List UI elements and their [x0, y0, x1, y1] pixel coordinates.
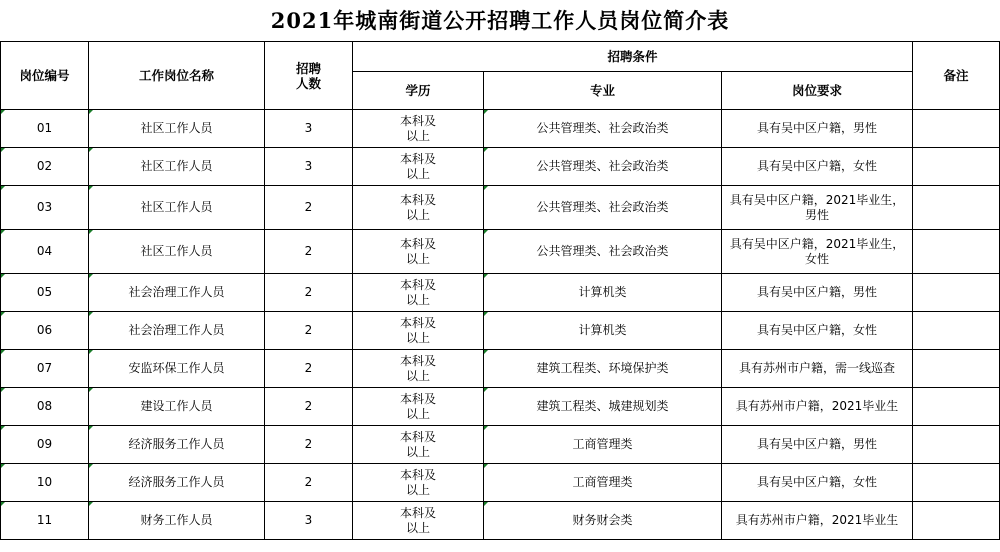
education-line2: 以上 [405, 330, 430, 345]
position-name-cell: 社区工作人员 [89, 230, 265, 274]
education-cell [353, 502, 484, 540]
position-code-cell: 08 [1, 388, 89, 426]
education-cell [353, 230, 484, 274]
education-line1: 本科及 [399, 315, 436, 330]
remark-cell [913, 110, 1000, 148]
requirement-line1: 具有吴中区户籍，2021毕业生， [729, 192, 905, 207]
table-row [1, 110, 1000, 148]
table-row [1, 148, 1000, 186]
positions-table [0, 41, 1000, 540]
position-code-cell: 05 [1, 274, 89, 312]
table-row [1, 426, 1000, 464]
requirement-line1: 具有苏州市户籍，需一线巡查 [739, 361, 896, 375]
education-line1: 本科及 [399, 429, 436, 444]
major-cell: 公共管理类、社会政治类 [484, 148, 722, 186]
position-name-cell: 社会治理工作人员 [89, 274, 265, 312]
education-line1: 本科及 [399, 467, 436, 482]
requirement-line1: 具有苏州市户籍，2021毕业生 [735, 399, 899, 413]
major-cell: 计算机类 [484, 312, 722, 350]
headcount-cell: 2 [265, 312, 353, 350]
remark-cell [913, 312, 1000, 350]
requirement-line1: 具有吴中区户籍，女性 [757, 475, 878, 489]
position-code-cell: 10 [1, 464, 89, 502]
requirement-cell [722, 148, 913, 186]
position-name-cell: 社会治理工作人员 [89, 312, 265, 350]
headcount-cell: 2 [265, 464, 353, 502]
position-name-cell: 社区工作人员 [89, 110, 265, 148]
remark-cell [913, 350, 1000, 388]
requirement-cell [722, 426, 913, 464]
major-cell: 工商管理类 [484, 426, 722, 464]
education-line1: 本科及 [399, 192, 436, 207]
education-line2: 以上 [405, 406, 430, 421]
headcount-cell: 2 [265, 388, 353, 426]
headcount-cell: 3 [265, 148, 353, 186]
major-cell: 建筑工程类、环境保护类 [484, 350, 722, 388]
headcount-cell: 2 [265, 186, 353, 230]
remark-cell [913, 274, 1000, 312]
table-row [1, 274, 1000, 312]
header-education: 学历 [353, 72, 484, 110]
header-major: 专业 [484, 72, 722, 110]
requirement-line1: 具有苏州市户籍，2021毕业生 [735, 513, 899, 527]
education-line1: 本科及 [399, 113, 436, 128]
major-cell: 公共管理类、社会政治类 [484, 230, 722, 274]
remark-cell [913, 388, 1000, 426]
position-code-cell: 11 [1, 502, 89, 540]
position-name-cell: 社区工作人员 [89, 148, 265, 186]
position-name-cell: 财务工作人员 [89, 502, 265, 540]
headcount-cell: 2 [265, 426, 353, 464]
position-name-cell: 建设工作人员 [89, 388, 265, 426]
position-name-cell: 安监环保工作人员 [89, 350, 265, 388]
headcount-cell: 3 [265, 502, 353, 540]
position-name-cell: 经济服务工作人员 [89, 426, 265, 464]
education-cell [353, 110, 484, 148]
requirement-line1: 具有吴中区户籍，男性 [757, 437, 878, 451]
headcount-cell: 2 [265, 274, 353, 312]
major-cell: 公共管理类、社会政治类 [484, 186, 722, 230]
header-headcount-line2: 人数 [295, 75, 321, 91]
remark-cell [913, 426, 1000, 464]
major-cell: 财务财会类 [484, 502, 722, 540]
requirement-cell [722, 110, 913, 148]
position-name-cell: 经济服务工作人员 [89, 464, 265, 502]
headcount-cell: 3 [265, 110, 353, 148]
position-code-cell: 09 [1, 426, 89, 464]
remark-cell [913, 148, 1000, 186]
position-code-cell: 03 [1, 186, 89, 230]
header-position-name: 工作岗位名称 [89, 42, 265, 110]
education-line1: 本科及 [399, 353, 436, 368]
table-row [1, 388, 1000, 426]
education-cell [353, 274, 484, 312]
header-remark: 备注 [913, 42, 1000, 110]
headcount-cell: 2 [265, 350, 353, 388]
header-headcount [265, 42, 353, 110]
education-line2: 以上 [405, 482, 430, 497]
major-cell: 建筑工程类、城建规划类 [484, 388, 722, 426]
requirement-cell [722, 388, 913, 426]
requirement-cell [722, 464, 913, 502]
requirement-cell [722, 312, 913, 350]
table-row [1, 464, 1000, 502]
positions-body [1, 110, 1000, 540]
table-row [1, 312, 1000, 350]
position-code-cell: 02 [1, 148, 89, 186]
position-name-cell: 社区工作人员 [89, 186, 265, 230]
education-line2: 以上 [405, 166, 430, 181]
education-line1: 本科及 [399, 277, 436, 292]
education-line2: 以上 [405, 207, 430, 222]
requirement-line1: 具有吴中区户籍，男性 [757, 121, 878, 135]
header-position-code: 岗位编号 [1, 42, 89, 110]
headcount-cell: 2 [265, 230, 353, 274]
major-cell: 工商管理类 [484, 464, 722, 502]
education-cell [353, 388, 484, 426]
requirement-cell [722, 274, 913, 312]
education-line2: 以上 [405, 251, 430, 266]
requirement-cell [722, 350, 913, 388]
page-title: 2021年城南街道公开招聘工作人员岗位简介表 [270, 8, 730, 33]
requirement-line1: 具有吴中区户籍，2021毕业生， [729, 236, 905, 251]
education-line2: 以上 [405, 444, 430, 459]
education-cell [353, 426, 484, 464]
table-row [1, 186, 1000, 230]
education-cell [353, 312, 484, 350]
remark-cell [913, 464, 1000, 502]
education-cell [353, 350, 484, 388]
education-line2: 以上 [405, 128, 430, 143]
requirement-line1: 具有吴中区户籍，女性 [757, 323, 878, 337]
education-line1: 本科及 [399, 151, 436, 166]
education-cell [353, 148, 484, 186]
header-headcount-line1: 招聘 [295, 60, 321, 76]
major-cell: 公共管理类、社会政治类 [484, 110, 722, 148]
education-cell [353, 186, 484, 230]
remark-cell [913, 502, 1000, 540]
major-cell: 计算机类 [484, 274, 722, 312]
education-line2: 以上 [405, 520, 430, 535]
education-cell [353, 464, 484, 502]
requirement-cell [722, 502, 913, 540]
table-row [1, 350, 1000, 388]
education-line1: 本科及 [399, 391, 436, 406]
header-conditions: 招聘条件 [353, 42, 913, 72]
remark-cell [913, 186, 1000, 230]
position-code-cell: 06 [1, 312, 89, 350]
requirement-cell [722, 230, 913, 274]
table-row [1, 502, 1000, 540]
education-line2: 以上 [405, 292, 430, 307]
remark-cell [913, 230, 1000, 274]
education-line2: 以上 [405, 368, 430, 383]
requirement-cell [722, 186, 913, 230]
education-line1: 本科及 [399, 236, 436, 251]
position-code-cell: 04 [1, 230, 89, 274]
header-requirement: 岗位要求 [722, 72, 913, 110]
education-line1: 本科及 [399, 505, 436, 520]
requirement-line1: 具有吴中区户籍，女性 [757, 159, 878, 173]
requirement-line2: 女性 [805, 251, 830, 266]
requirement-line1: 具有吴中区户籍，男性 [757, 285, 878, 299]
position-code-cell: 07 [1, 350, 89, 388]
position-code-cell: 01 [1, 110, 89, 148]
requirement-line2: 男性 [805, 207, 830, 222]
table-row [1, 230, 1000, 274]
